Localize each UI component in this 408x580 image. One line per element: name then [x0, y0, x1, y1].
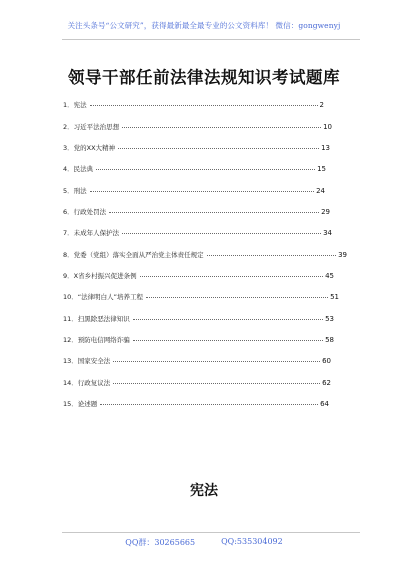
toc-entry[interactable]: [63, 95, 324, 109]
toc-entry[interactable]: [63, 245, 347, 259]
toc-entry-label: 1．宪法: [63, 101, 87, 109]
toc-entry-label: 15．论述题: [63, 400, 98, 408]
toc-entry-label: 4．民法典: [63, 165, 94, 173]
toc-entry-page: 24: [316, 187, 325, 195]
toc-entry[interactable]: [63, 159, 326, 173]
toc-leader-dots: [207, 255, 336, 256]
toc-entry-label: 9．X省乡村振兴促进条例: [63, 272, 137, 280]
toc-entry[interactable]: [63, 351, 331, 365]
footer: [0, 537, 408, 548]
toc-entry-page: 34: [323, 229, 332, 237]
toc-entry-page: 53: [325, 315, 334, 323]
toc-entry[interactable]: [63, 223, 332, 237]
footer-divider: [62, 532, 360, 533]
toc-entry-page: 29: [321, 208, 330, 216]
toc-entry-label: 13．国家安全法: [63, 357, 111, 365]
toc-entry-label: 2．习近平法治思想: [63, 123, 120, 131]
header-divider: [62, 39, 360, 40]
toc-entry-page: 2: [319, 101, 324, 109]
toc-entry-page: 45: [325, 272, 334, 280]
toc-entry-page: 39: [338, 251, 347, 259]
toc-leader-dots: [122, 127, 321, 128]
toc-entry[interactable]: [63, 202, 330, 216]
toc-entry-label: 5．刑法: [63, 187, 87, 195]
toc-entry-label: 10．“法律明白人”培养工程: [63, 293, 144, 301]
toc-leader-dots: [90, 191, 314, 192]
toc-leader-dots: [113, 361, 320, 362]
footer-qq: QQ:535304092: [221, 537, 283, 546]
footer-qq-group: QQ群：30265665: [125, 538, 196, 547]
toc-entry-page: 10: [323, 123, 332, 131]
toc-entry-page: 64: [320, 400, 329, 408]
toc-entry[interactable]: [63, 266, 334, 280]
toc-entry-page: 15: [317, 165, 326, 173]
toc-entry-page: 60: [322, 357, 331, 365]
toc-entry-label: 14．行政复议法: [63, 379, 111, 387]
toc-entry-label: 7．未成年人保护法: [63, 229, 120, 237]
toc-leader-dots: [90, 105, 318, 106]
toc-leader-dots: [133, 340, 323, 341]
toc-leader-dots: [109, 212, 319, 213]
toc-entry-label: 6．行政处罚法: [63, 208, 107, 216]
toc-leader-dots: [133, 319, 323, 320]
toc-entry-page: 13: [321, 144, 330, 152]
toc-entry[interactable]: [63, 287, 339, 301]
section-title: 宪法: [190, 483, 218, 499]
toc-entry[interactable]: [63, 373, 331, 387]
toc-entry-page: 51: [330, 293, 339, 301]
toc-entry-label: 12．预防电信网络诈骗: [63, 336, 130, 344]
toc-entry[interactable]: [63, 181, 325, 195]
toc-entry-label: 8．党委（党组）落实全面从严治党主体责任规定: [63, 251, 204, 259]
header-note: 关注头条号“公文研究”，获得最新最全最专业的公文资料库！ 微信：gongwenyj: [67, 21, 341, 30]
toc-entry-label: 3．党的XX大精神: [63, 144, 116, 152]
toc-entry[interactable]: [63, 309, 334, 323]
toc-entry-page: 58: [325, 336, 334, 344]
toc-leader-dots: [146, 297, 328, 298]
toc-entry[interactable]: [63, 394, 329, 408]
toc-leader-dots: [140, 276, 323, 277]
toc-leader-dots: [113, 383, 320, 384]
document-title: 领导干部任前法律法规知识考试题库: [68, 68, 340, 87]
toc-leader-dots: [118, 148, 319, 149]
toc-entry[interactable]: [63, 117, 332, 131]
toc-entry-page: 62: [322, 379, 331, 387]
toc-entry[interactable]: [63, 330, 334, 344]
toc-leader-dots: [122, 233, 321, 234]
toc-entry-label: 11．扫黑除恶法律知识: [63, 315, 130, 323]
toc-entry[interactable]: [63, 138, 330, 152]
toc-leader-dots: [100, 404, 318, 405]
toc-leader-dots: [96, 169, 315, 170]
